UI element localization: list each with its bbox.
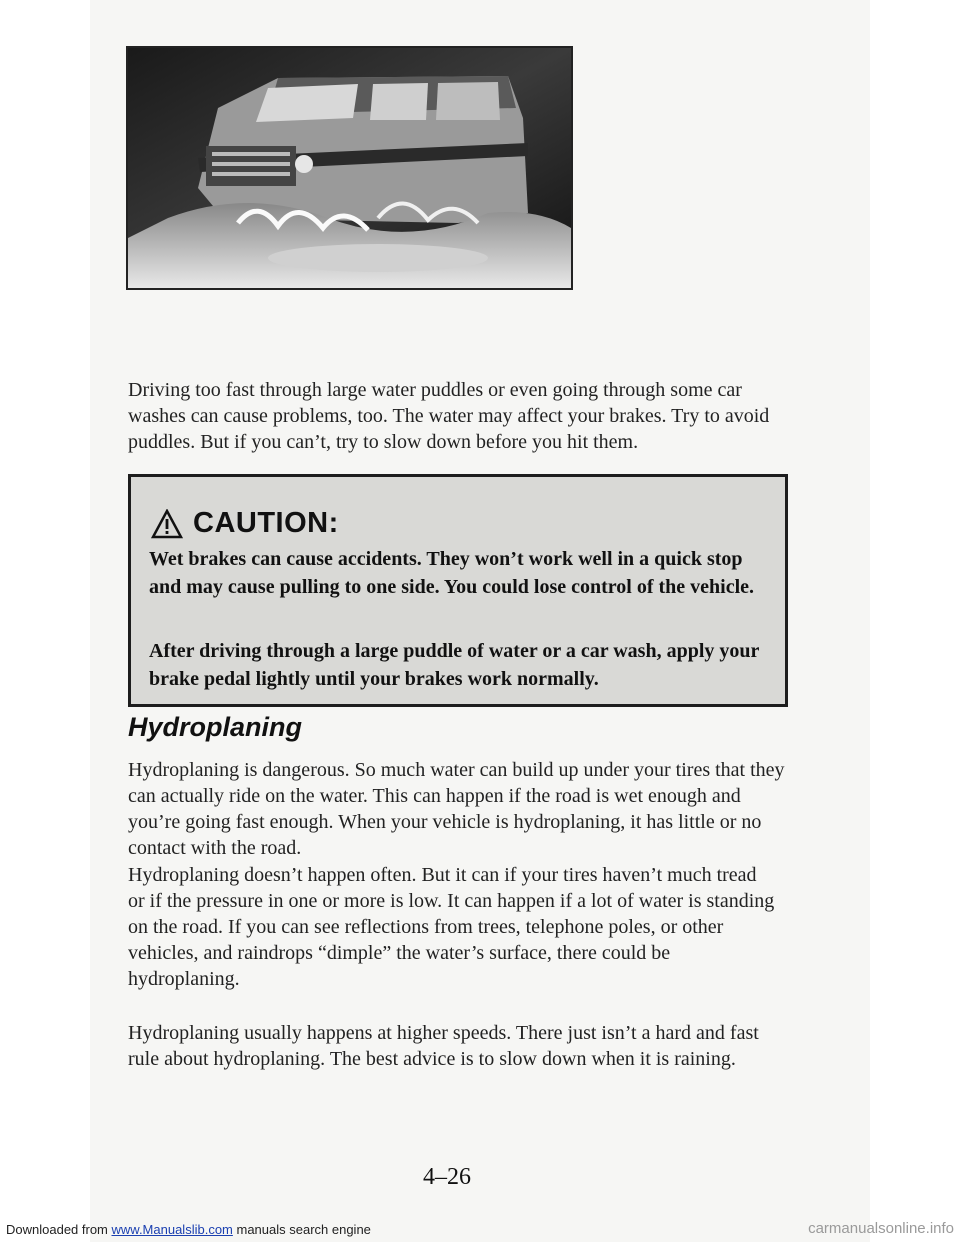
section-heading: Hydroplaning — [128, 712, 302, 742]
page-number: 4–26 — [423, 1164, 471, 1190]
hydroplaning-paragraph-3: Hydroplaning usually happens at higher speeds. There just isn’t a hard and fast rule about hydroplaning. The best advice is to slow down when it is raining. — [128, 1022, 759, 1070]
caution-box — [128, 474, 788, 707]
hydroplaning-paragraph-1: Hydroplaning is dangerous. So much water can build up under your tires that they can actually ride on the water. This can happen if the road is wet enough and you’re going fast enough. When your vehicle is hydroplaning, it has little or no contact with the road. — [128, 759, 785, 859]
van-splashing-water-photo — [126, 46, 573, 290]
caution-paragraph-1: Wet brakes can cause accidents. They won’t work well in a quick stop and may cause pulling to one side. You could lose control of the vehicle. — [149, 548, 755, 598]
watermark: carmanualsonline.info — [808, 1220, 954, 1237]
download-prefix: Downloaded from — [6, 1222, 112, 1237]
download-suffix: manuals search engine — [232, 1222, 371, 1237]
warning-triangle-icon — [151, 509, 183, 539]
caution-title: CAUTION: — [193, 507, 339, 539]
van-photo-illustration — [128, 48, 571, 288]
manualslib-link[interactable]: www.Manualslib.com — [111, 1222, 233, 1237]
hydroplaning-paragraph-2: Hydroplaning doesn’t happen often. But it can if your tires haven’t much tread or if the pressure in one or more is low. It can happen if a lot of water is standing on the road. If you can see reflections from trees, telephone poles, or other vehicles, and raindrops “dimple” the water’s surface, there could be hydroplaning. — [128, 864, 775, 990]
intro-paragraph: Driving too fast through large water puddles or even going through some car washes can cause problems, too. The water may affect your brakes. Try to avoid puddles. But if you can’t, try to slow down before you hit them. — [128, 379, 770, 453]
caution-paragraph-2: After driving through a large puddle of water or a car wash, apply your brake pedal lightly until your brakes work normally. — [149, 640, 760, 690]
caution-header — [151, 507, 339, 540]
download-footer — [6, 1222, 371, 1237]
